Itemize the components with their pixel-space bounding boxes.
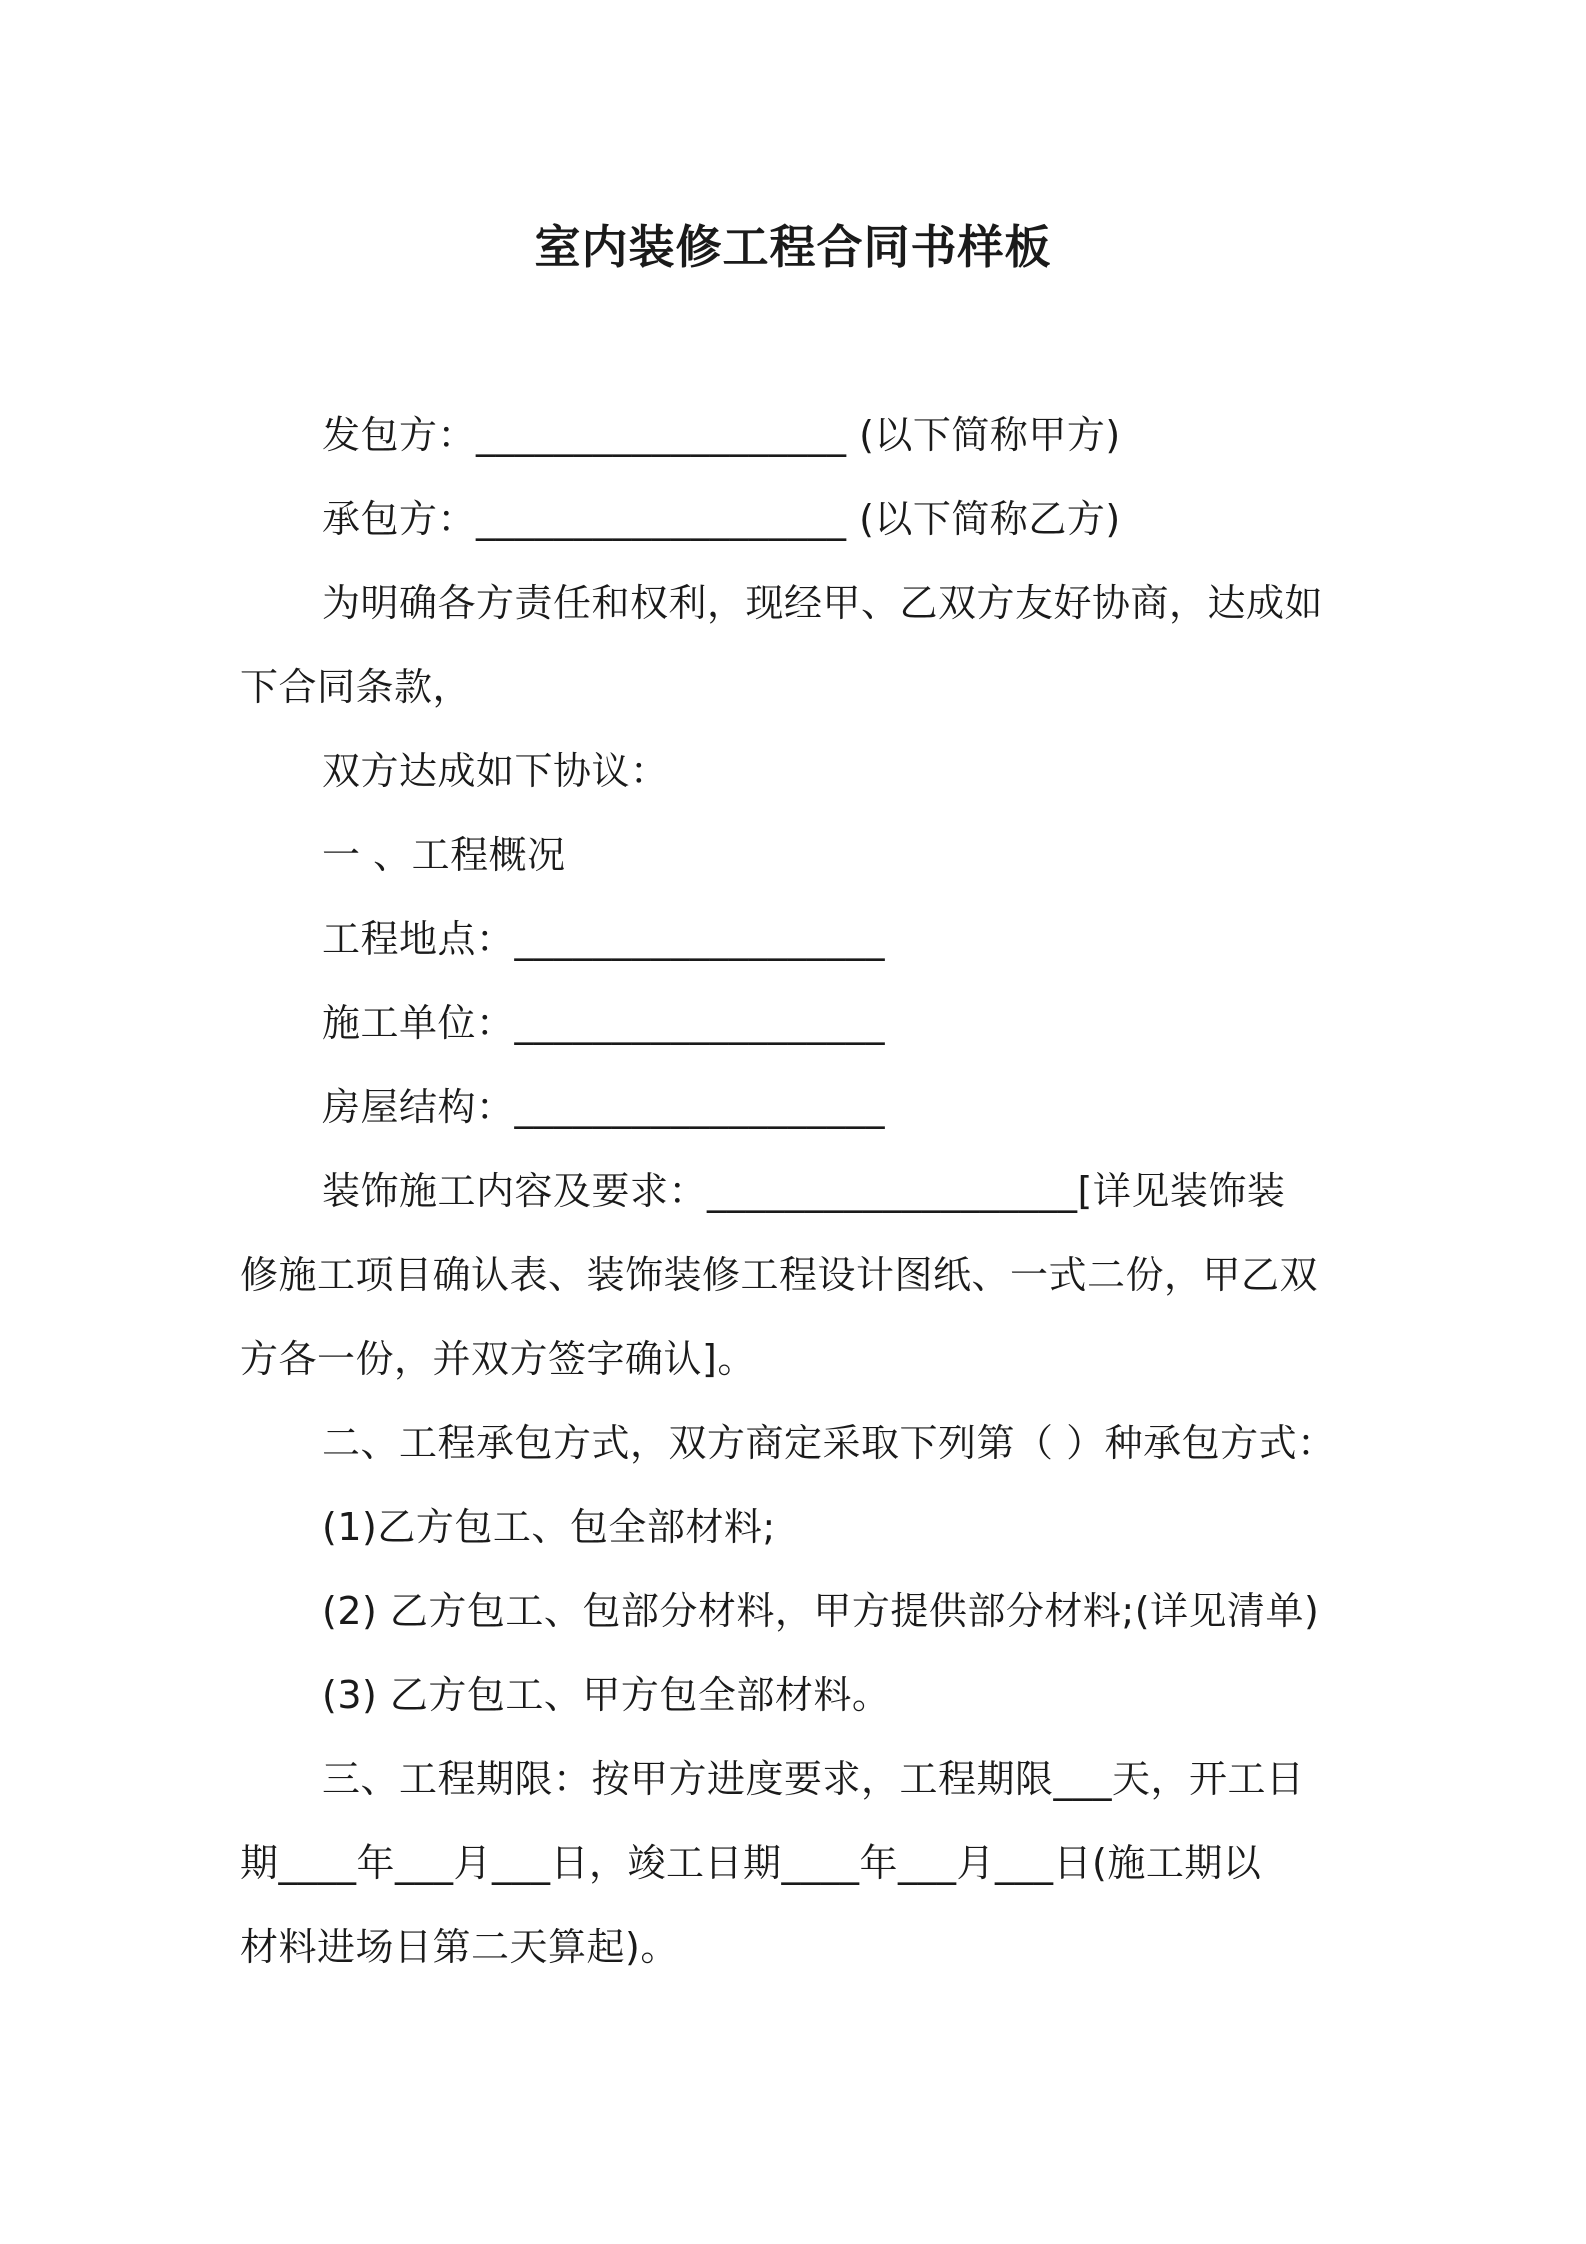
- preamble-line-2: 下合同条款，: [240, 665, 472, 709]
- section-1-heading: 一 、工程概况: [322, 833, 566, 877]
- contract-option-2: (2) 乙方包工、包部分材料，甲方提供部分材料;(详见清单): [322, 1589, 1320, 1633]
- section-3-line-3: 材料进场日第二天算起)。: [240, 1925, 679, 1969]
- construction-unit-line: 施工单位：___________________: [322, 1001, 886, 1045]
- decoration-content-line-1: 装饰施工内容及要求：___________________[详见装饰装: [322, 1169, 1286, 1213]
- decoration-content-line-3: 方各一份，并双方签字确认]。: [240, 1337, 756, 1381]
- building-structure-line: 房屋结构：___________________: [322, 1085, 886, 1129]
- preamble-line-1: 为明确各方责任和权利，现经甲、乙双方友好协商，达成如: [322, 581, 1324, 625]
- section-3-line-2: 期____年___月___日，竣工日期____年___月___日(施工期以: [240, 1841, 1262, 1885]
- party-b-line: 承包方：___________________ (以下简称乙方): [322, 497, 1121, 541]
- contract-option-3: (3) 乙方包工、甲方包全部材料。: [322, 1673, 891, 1717]
- project-location-line: 工程地点：___________________: [322, 917, 886, 961]
- document-title: 室内装修工程合同书样板: [534, 220, 1052, 274]
- decoration-content-line-2: 修施工项目确认表、装饰装修工程设计图纸、一式二份，甲乙双: [240, 1253, 1319, 1297]
- agreement-intro: 双方达成如下协议：: [322, 749, 669, 793]
- section-3-line-1: 三、工程期限：按甲方进度要求，工程期限___天，开工日: [322, 1757, 1305, 1801]
- party-a-line: 发包方：___________________ (以下简称甲方): [322, 413, 1121, 457]
- section-2-heading: 二、工程承包方式，双方商定采取下列第（ ）种承包方式：: [322, 1421, 1336, 1465]
- contract-option-1: (1)乙方包工、包全部材料;: [322, 1505, 776, 1549]
